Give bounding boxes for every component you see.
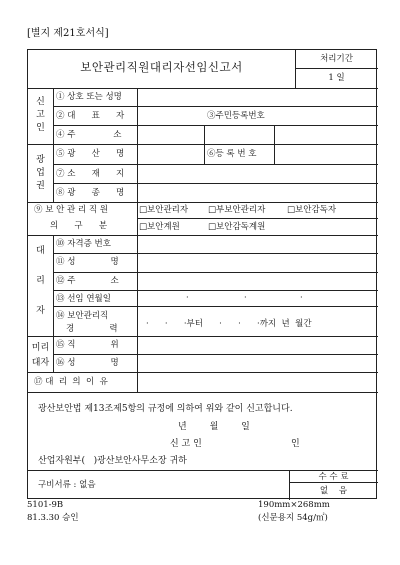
report-form: [27, 49, 377, 499]
field-registration-number: ⑥등 록 번 호: [207, 149, 257, 159]
seal-label: 인: [291, 439, 300, 449]
processing-period-label: 처리기간: [320, 54, 353, 64]
option-security-supervisor[interactable]: □보안감독자: [287, 205, 337, 215]
divider: [137, 88, 138, 392]
divider: [28, 470, 378, 471]
divider: [53, 290, 378, 291]
attachments: 구비서류 : 없음: [38, 480, 96, 490]
field-representative: ② 대 표 자: [56, 111, 125, 121]
divider: [274, 144, 275, 164]
field-deputy-address: ⑫ 주 소: [56, 276, 119, 286]
divider: [53, 183, 378, 184]
option-security-clerk[interactable]: □보안계원: [139, 222, 180, 232]
divider: [204, 125, 205, 144]
field-position: ⑮ 직 위: [56, 340, 119, 350]
career-period-value: · · ·부터 · · ·까지 년 월간: [146, 319, 312, 329]
divider: [53, 125, 378, 126]
option-security-supervisor-clerk[interactable]: □보안감독계원: [208, 222, 266, 232]
divider: [28, 392, 378, 393]
divider: [53, 235, 54, 372]
divider: [53, 253, 378, 254]
processing-period-value: 1 일: [328, 73, 345, 83]
option-security-manager[interactable]: □보안관리자: [139, 205, 189, 215]
declaration-date: 년 월 일: [178, 422, 250, 432]
option-deputy-security-manager[interactable]: □부보안관리자: [208, 205, 266, 215]
reporter-section-label: 신 고 인: [36, 97, 45, 133]
divider: [53, 272, 378, 273]
divider: [289, 482, 378, 483]
declaration-statement: 광산보안법 제13조제5항의 규정에 의하여 위와 같이 신고합니다.: [38, 404, 293, 414]
footer-paper-type: (신문용지 54g/㎡): [258, 513, 328, 523]
mining-rights-section-label: 광 업 권: [36, 155, 45, 191]
field-resident-number: ③주민등록번호: [207, 111, 265, 121]
divider: [28, 336, 378, 337]
field-career-line2: 경 력: [66, 324, 118, 334]
divider: [28, 202, 378, 203]
field-mineral-name: ⑧ 광 종 명: [56, 188, 125, 198]
fee-label: 수 수 료: [318, 472, 349, 482]
form-number: [별지 제21호서식]: [27, 28, 109, 39]
field-deputy-name: ⑪ 성 명: [56, 257, 119, 267]
field-mine-name: ⑤ 광 산 명: [56, 149, 125, 159]
field-career: ⑭ 보안관리직: [56, 311, 109, 321]
form-title: 보안관리직원대리자선임신고서: [80, 60, 243, 74]
footer-paper-size: 190mm×268mm: [258, 500, 330, 510]
date-separator: ·: [244, 293, 247, 303]
divider: [28, 372, 378, 373]
divider: [53, 88, 54, 202]
staff-type-label: ⑨ 보 안 관 리 직 원: [34, 205, 108, 215]
deputy-section-label: 대 리 자: [36, 246, 45, 316]
field-predeputy-name: ⑯ 성 명: [56, 358, 119, 368]
field-appointment-date: ⑬ 선임 연월일: [56, 294, 111, 304]
field-address: ④ 주 소: [56, 130, 122, 140]
divider: [274, 125, 275, 144]
divider: [53, 106, 378, 107]
field-reason: ⑰ 대 리 의 이 유: [34, 377, 108, 387]
date-separator: ·: [186, 293, 189, 303]
field-location: ⑦ 소 재 지: [56, 169, 125, 179]
field-name-or-company: ① 상호 또는 성명: [56, 92, 122, 102]
divider: [28, 88, 378, 89]
predeputy-section-label: 미리 대자: [31, 343, 50, 368]
divider: [53, 164, 378, 165]
footer-form-code: 5101-9B: [27, 500, 64, 510]
divider: [295, 68, 378, 69]
divider: [53, 354, 378, 355]
field-license-number: ⑩ 자격증 번호: [56, 239, 111, 249]
divider: [204, 144, 205, 164]
divider: [137, 218, 378, 219]
footer-approval: 81.3.30 승인: [27, 513, 79, 523]
divider: [28, 144, 378, 145]
divider: [28, 235, 378, 236]
divider: [53, 306, 378, 307]
fee-value: 없 음: [319, 486, 348, 496]
date-separator: ·: [300, 293, 303, 303]
staff-type-label-line2: 의 구 분: [50, 221, 108, 231]
signer-label: 신 고 인: [170, 439, 202, 449]
addressee: 산업자원부( )광산보안사무소장 귀하: [38, 456, 187, 466]
